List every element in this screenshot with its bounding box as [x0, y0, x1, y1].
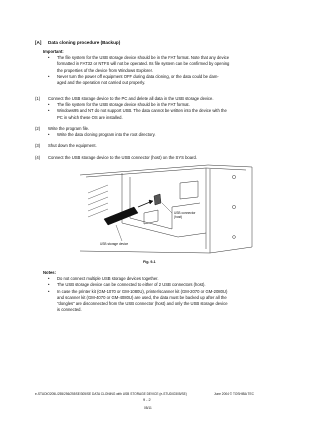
step-2-number: (2) [35, 126, 41, 131]
bullet-icon: • [48, 73, 50, 79]
bullet-icon: • [48, 55, 50, 60]
figure-caption: Fig. 9-1 [143, 260, 156, 264]
step-1-number: (1) [35, 96, 41, 101]
bullet-icon: • [48, 282, 50, 288]
step-1-bullet-2: • Windows95 and NT do not support USB. The data cannot be written into the device with the PC in which these OS are installed. [48, 108, 227, 120]
label-usb-storage-device: USB storage device [100, 242, 129, 246]
footer-page-number: 9 - 2 [143, 398, 151, 402]
important-bullet-2: • Never turn the power off equipment OFF during data cloning, or the data could be dam- aged and the operation not carried out properly. [48, 73, 219, 86]
footer-copyright: June 2004 © TOSHIBA TEC [214, 392, 254, 396]
notes-bullet-2: • The USB storage device can be connected to either of 2 USB connectors (host). [48, 282, 206, 288]
step-2-text: Write the program file. [48, 126, 90, 131]
bullet-icon: • [48, 102, 50, 107]
step-3-text: Shut down the equipment. [48, 143, 97, 148]
important-bullet-1: • The file system for the USB storage device should be in the FAT format. Note that any device formatted in FAT32 or NTFS will not be operated. Its file system can be confirmed by opening the properties of the device from Windows Explorer. [48, 55, 230, 73]
notes-bullet-1: • Do not connect multiple USB storage devices together. [48, 276, 159, 281]
section-marker: [A] [35, 40, 42, 45]
bullet-icon: • [48, 276, 50, 281]
step-2-bullets [48, 132, 156, 138]
footer-document-title: e-STUDIO205L/255/256/255SE/305/SE DATA CLONING with USB STORAGE DEVICE (e-STUDIO305/SE) [35, 392, 187, 396]
step-1-bullets [48, 102, 227, 121]
section-title: Data cloning procedure (Backup) [48, 40, 121, 45]
important-label: Important: [43, 49, 64, 54]
step-2-bullet-1: • Write the data cloning program into the root directory. [48, 132, 156, 137]
step-4-text: Connect the USB storage device to the USB connector (host) on the SYS board. [48, 155, 197, 160]
notes-bullet-3: • In case the printer kit (GM-1070 or GM-1080U), printer/scanner kit (GM-2070 or GM-2080U) and scanner kit (GM-4070 or GM-4080U) are used, the data must be backed up after all the "dongles" are disconnected from the USB connector (host) and only the USB storage device is connected. [48, 288, 228, 313]
notes-bullets [48, 276, 228, 314]
step-4-number: (4) [35, 155, 41, 160]
notes-label: Notes: [43, 270, 57, 275]
label-usb-connector-host: (host) [174, 215, 183, 219]
step-1-text: Connect the USB storage device to the PC and delete all data in the USB storage device. [48, 96, 214, 101]
important-bullets [48, 55, 229, 86]
step-1-bullet-1: • The file system for the USB storage device should be in the FAT format. [48, 102, 190, 107]
footer-revision-date: 05/11 [144, 406, 152, 410]
figure-illustration [60, 163, 260, 255]
bullet-icon: • [48, 132, 50, 137]
bullet-icon: • [48, 288, 50, 294]
bullet-icon: • [48, 108, 50, 114]
step-3-number: (3) [35, 143, 41, 148]
label-usb-connector: USB connector [174, 211, 196, 215]
figure-usb-connection [60, 163, 260, 255]
